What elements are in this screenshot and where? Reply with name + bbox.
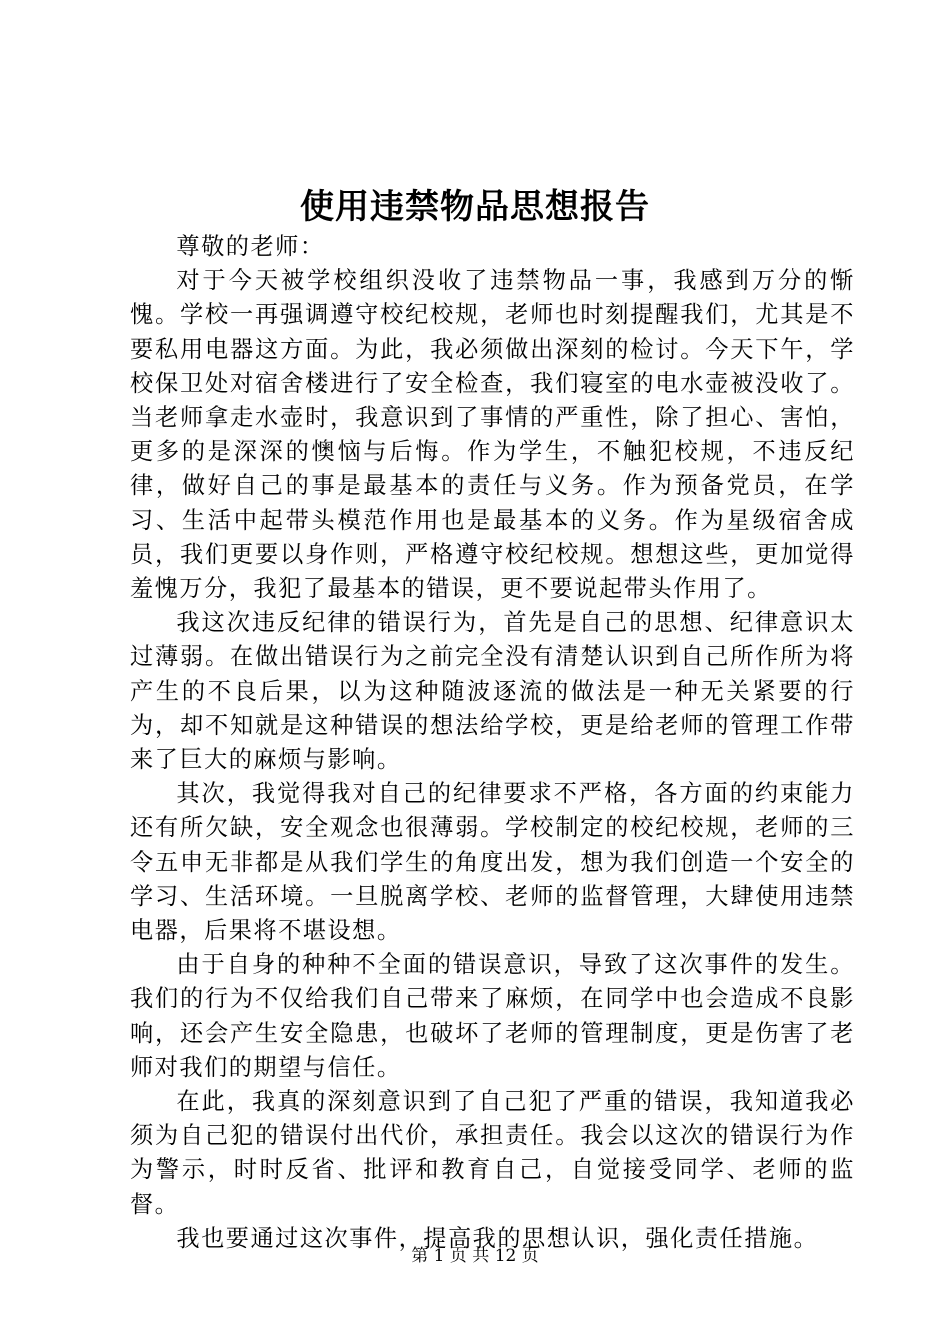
salutation: 尊敬的老师： [176, 233, 325, 260]
paragraph: 我这次违反纪律的错误行为，首先是自己的思想、纪律意识太过薄弱。在做出错误行为之前完全没有清楚认识到自己所作所为将产生的不良后果，以为这种随波逐流的做法是一种无关紧要的行为，却不知就是这种错误的想法给学校，更是给老师的管理工作带来了巨大的麻烦与影响。 [130, 609, 855, 774]
paragraph: 我也要通过这次事件，提高我的思想认识，强化责任措施。 [176, 1224, 819, 1252]
document-title: 使用违禁物品思想报告 [300, 187, 650, 227]
paragraph: 对于今天被学校组织没收了违禁物品一事，我感到万分的惭愧。学校一再强调遵守校纪校规，老师也时刻提醒我们，尤其是不要私用电器这方面。为此，我必须做出深刻的检讨。今天下午，学校保卫处对宿舍楼进行了安全检查，我们寝室的电水壶被没收了。当老师拿走水壶时，我意识到了事情的严重性，除了担心、害怕，更多的是深深的懊恼与后悔。作为学生，不触犯校规，不违反纪律，做好自己的事是最基本的责任与义务。作为预备党员，在学习、生活中起带头模范作用也是最基本的义务。作为星级宿舍成员，我们更要以身作则，严格遵守校纪校规。想想这些，更加觉得羞愧万分，我犯了最基本的错误，更不要说起带头作用了。 [130, 267, 855, 603]
paragraph: 由于自身的种种不全面的错误意识，导致了这次事件的发生。我们的行为不仅给我们自己带来了麻烦，在同学中也会造成不良影响，还会产生安全隐患，也破坏了老师的管理制度，更是伤害了老师对我们的期望与信任。 [130, 951, 855, 1081]
paragraph: 在此，我真的深刻意识到了自己犯了严重的错误，我知道我必须为自己犯的错误付出代价，承担责任。我会以这次的错误行为作为警示，时时反省、批评和教育自己，自觉接受同学、老师的监督。 [130, 1088, 855, 1218]
paragraph: 其次，我觉得我对自己的纪律要求不严格，各方面的约束能力还有所欠缺，安全观念也很薄弱。学校制定的校纪校规，老师的三令五申无非都是从我们学生的角度出发，想为我们创造一个安全的学习、生活环境。一旦脱离学校、老师的监督管理，大肆使用违禁电器，后果将不堪设想。 [130, 780, 855, 945]
document-body [130, 230, 855, 1256]
page-number-footer: 第 1 页 共 12 页 [411, 1246, 539, 1266]
